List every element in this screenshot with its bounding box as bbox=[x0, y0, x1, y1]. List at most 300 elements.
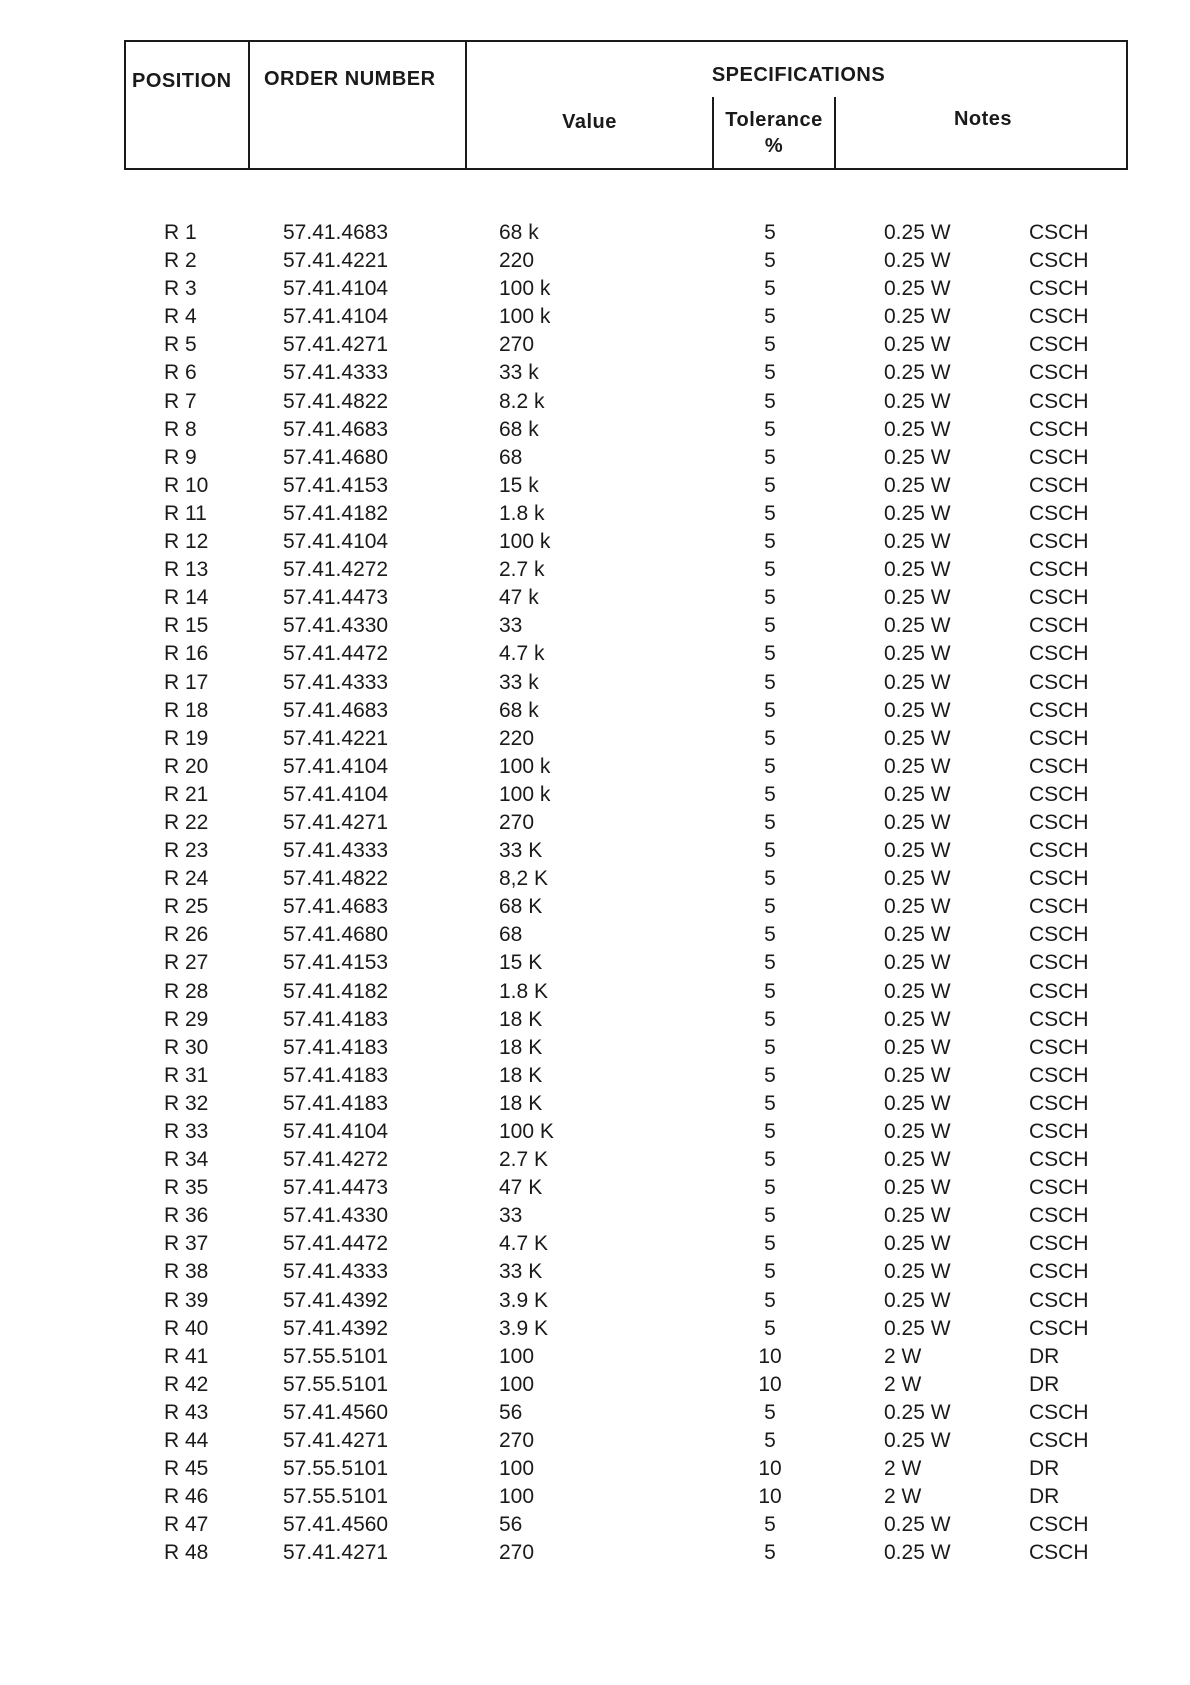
tolerance-cell: 5 bbox=[764, 754, 776, 778]
table-row bbox=[0, 1146, 1190, 1174]
power-rating-cell: 0.25 W bbox=[884, 1120, 951, 1143]
table-row bbox=[0, 528, 1190, 556]
note-cell: CSCH bbox=[1029, 249, 1089, 273]
header-divider-order bbox=[465, 42, 467, 168]
position-cell: R 23 bbox=[164, 839, 209, 863]
order-number-cell: 57.41.4104 bbox=[283, 305, 389, 329]
table-row bbox=[0, 275, 1190, 303]
order-number-cell: 57.55.5101 bbox=[283, 1485, 389, 1509]
tolerance-cell: 5 bbox=[764, 305, 776, 329]
position-cell: R 1 bbox=[164, 221, 197, 244]
order-number-cell: 57.41.4183 bbox=[283, 1007, 389, 1031]
tolerance-cell: 5 bbox=[764, 473, 776, 497]
header-tolerance-unit: % bbox=[764, 135, 784, 157]
note-cell: CSCH bbox=[1029, 333, 1089, 357]
position-cell: R 12 bbox=[164, 530, 209, 554]
table-row bbox=[0, 949, 1190, 977]
order-number-cell: 57.41.4104 bbox=[283, 530, 389, 554]
position-cell: R 32 bbox=[164, 1091, 209, 1115]
order-number-cell: 57.41.4473 bbox=[283, 586, 389, 610]
header-divider-position bbox=[248, 42, 250, 168]
value-cell: 18 K bbox=[499, 1007, 543, 1031]
note-cell: CSCH bbox=[1029, 726, 1089, 750]
table-row bbox=[0, 640, 1190, 668]
tolerance-cell: 5 bbox=[764, 642, 776, 666]
order-number-cell: 57.41.4271 bbox=[283, 1429, 389, 1453]
power-rating-cell: 0.25 W bbox=[884, 810, 951, 834]
order-number-cell: 57.41.4221 bbox=[283, 726, 389, 750]
order-number-cell: 57.55.5101 bbox=[283, 1457, 389, 1481]
note-cell: CSCH bbox=[1029, 782, 1089, 806]
note-cell: CSCH bbox=[1029, 810, 1089, 834]
tolerance-cell: 5 bbox=[764, 558, 776, 582]
header-value: Value bbox=[562, 111, 617, 133]
tolerance-cell: 5 bbox=[764, 389, 776, 413]
order-number-cell: 57.41.4104 bbox=[283, 1120, 389, 1143]
power-rating-cell: 2 W bbox=[884, 1372, 922, 1396]
order-number-cell: 57.41.4104 bbox=[283, 277, 389, 301]
note-cell: CSCH bbox=[1029, 221, 1089, 244]
order-number-cell: 57.41.4183 bbox=[283, 1063, 389, 1087]
power-rating-cell: 0.25 W bbox=[884, 1204, 951, 1228]
table-row bbox=[0, 500, 1190, 528]
tolerance-cell: 10 bbox=[758, 1485, 782, 1509]
position-cell: R 37 bbox=[164, 1232, 209, 1256]
tolerance-cell: 10 bbox=[758, 1457, 782, 1481]
position-cell: R 48 bbox=[164, 1541, 209, 1565]
position-cell: R 39 bbox=[164, 1288, 209, 1312]
power-rating-cell: 0.25 W bbox=[884, 558, 951, 582]
order-number-cell: 57.55.5101 bbox=[283, 1372, 389, 1396]
table-row bbox=[0, 584, 1190, 612]
value-cell: 4.7 K bbox=[499, 1232, 549, 1256]
position-cell: R 7 bbox=[164, 389, 197, 413]
position-cell: R 26 bbox=[164, 923, 209, 947]
table-row bbox=[0, 1371, 1190, 1399]
tolerance-cell: 5 bbox=[764, 810, 776, 834]
value-cell: 1.8 K bbox=[499, 979, 549, 1003]
header-order-number: ORDER NUMBER bbox=[264, 68, 436, 90]
position-cell: R 43 bbox=[164, 1400, 209, 1424]
power-rating-cell: 0.25 W bbox=[884, 1035, 951, 1059]
power-rating-cell: 0.25 W bbox=[884, 333, 951, 357]
note-cell: CSCH bbox=[1029, 839, 1089, 863]
order-number-cell: 57.41.4330 bbox=[283, 614, 389, 638]
tolerance-cell: 5 bbox=[764, 1232, 776, 1256]
value-cell: 270 bbox=[499, 1429, 535, 1453]
value-cell: 100 bbox=[499, 1344, 535, 1368]
tolerance-cell: 10 bbox=[758, 1372, 782, 1396]
power-rating-cell: 0.25 W bbox=[884, 1148, 951, 1172]
power-rating-cell: 0.25 W bbox=[884, 782, 951, 806]
note-cell: CSCH bbox=[1029, 501, 1089, 525]
note-cell: CSCH bbox=[1029, 698, 1089, 722]
note-cell: CSCH bbox=[1029, 642, 1089, 666]
power-rating-cell: 0.25 W bbox=[884, 1260, 951, 1284]
power-rating-cell: 0.25 W bbox=[884, 1007, 951, 1031]
power-rating-cell: 0.25 W bbox=[884, 1288, 951, 1312]
tolerance-cell: 5 bbox=[764, 1063, 776, 1087]
order-number-cell: 57.55.5101 bbox=[283, 1344, 389, 1368]
note-cell: CSCH bbox=[1029, 867, 1089, 891]
tolerance-cell: 5 bbox=[764, 1204, 776, 1228]
power-rating-cell: 0.25 W bbox=[884, 1063, 951, 1087]
tolerance-cell: 5 bbox=[764, 670, 776, 694]
note-cell: CSCH bbox=[1029, 895, 1089, 919]
tolerance-cell: 5 bbox=[764, 726, 776, 750]
tolerance-cell: 5 bbox=[764, 445, 776, 469]
note-cell: CSCH bbox=[1029, 558, 1089, 582]
note-cell: CSCH bbox=[1029, 361, 1089, 385]
position-cell: R 6 bbox=[164, 361, 197, 385]
order-number-cell: 57.41.4560 bbox=[283, 1513, 389, 1537]
power-rating-cell: 0.25 W bbox=[884, 670, 951, 694]
note-cell: CSCH bbox=[1029, 530, 1089, 554]
table-row bbox=[0, 1539, 1190, 1567]
note-cell: CSCH bbox=[1029, 1204, 1089, 1228]
power-rating-cell: 0.25 W bbox=[884, 642, 951, 666]
value-cell: 33 K bbox=[499, 839, 543, 863]
power-rating-cell: 0.25 W bbox=[884, 1429, 951, 1453]
order-number-cell: 57.41.4472 bbox=[283, 1232, 389, 1256]
note-cell: CSCH bbox=[1029, 1063, 1089, 1087]
power-rating-cell: 0.25 W bbox=[884, 501, 951, 525]
table-row bbox=[0, 1230, 1190, 1258]
note-cell: CSCH bbox=[1029, 670, 1089, 694]
note-cell: CSCH bbox=[1029, 277, 1089, 301]
note-cell: CSCH bbox=[1029, 1120, 1089, 1143]
table-row bbox=[0, 359, 1190, 387]
value-cell: 8.2 k bbox=[499, 389, 545, 413]
table-row bbox=[0, 1315, 1190, 1343]
tolerance-cell: 5 bbox=[764, 1541, 776, 1565]
value-cell: 270 bbox=[499, 1541, 535, 1565]
position-cell: R 35 bbox=[164, 1176, 209, 1200]
position-cell: R 10 bbox=[164, 473, 209, 497]
order-number-cell: 57.41.4683 bbox=[283, 221, 389, 244]
position-cell: R 27 bbox=[164, 951, 209, 975]
table-header bbox=[124, 40, 1128, 170]
order-number-cell: 57.41.4473 bbox=[283, 1176, 389, 1200]
note-cell: DR bbox=[1029, 1485, 1060, 1509]
value-cell: 1.8 k bbox=[499, 501, 545, 525]
note-cell: CSCH bbox=[1029, 1176, 1089, 1200]
note-cell: CSCH bbox=[1029, 614, 1089, 638]
power-rating-cell: 0.25 W bbox=[884, 417, 951, 441]
tolerance-cell: 5 bbox=[764, 277, 776, 301]
tolerance-cell: 5 bbox=[764, 1316, 776, 1340]
power-rating-cell: 0.25 W bbox=[884, 979, 951, 1003]
position-cell: R 41 bbox=[164, 1344, 209, 1368]
table-row bbox=[0, 978, 1190, 1006]
tolerance-cell: 5 bbox=[764, 1429, 776, 1453]
value-cell: 68 K bbox=[499, 895, 543, 919]
value-cell: 18 K bbox=[499, 1035, 543, 1059]
value-cell: 15 k bbox=[499, 473, 539, 497]
position-cell: R 11 bbox=[164, 501, 207, 525]
tolerance-cell: 5 bbox=[764, 417, 776, 441]
position-cell: R 21 bbox=[164, 782, 209, 806]
order-number-cell: 57.41.4183 bbox=[283, 1035, 389, 1059]
power-rating-cell: 0.25 W bbox=[884, 1232, 951, 1256]
order-number-cell: 57.41.4822 bbox=[283, 867, 389, 891]
position-cell: R 31 bbox=[164, 1063, 209, 1087]
table-row bbox=[0, 669, 1190, 697]
table-row bbox=[0, 781, 1190, 809]
value-cell: 33 k bbox=[499, 670, 539, 694]
order-number-cell: 57.41.4333 bbox=[283, 670, 389, 694]
tolerance-cell: 5 bbox=[764, 530, 776, 554]
tolerance-cell: 5 bbox=[764, 249, 776, 273]
value-cell: 220 bbox=[499, 726, 535, 750]
position-cell: R 19 bbox=[164, 726, 209, 750]
tolerance-cell: 5 bbox=[764, 361, 776, 385]
position-cell: R 25 bbox=[164, 895, 209, 919]
value-cell: 47 k bbox=[499, 586, 539, 610]
position-cell: R 15 bbox=[164, 614, 209, 638]
value-cell: 100 bbox=[499, 1372, 535, 1396]
tolerance-cell: 5 bbox=[764, 895, 776, 919]
tolerance-cell: 5 bbox=[764, 221, 776, 244]
tolerance-cell: 5 bbox=[764, 839, 776, 863]
table-row bbox=[0, 1034, 1190, 1062]
table-row bbox=[0, 1287, 1190, 1315]
tolerance-cell: 5 bbox=[764, 501, 776, 525]
position-cell: R 42 bbox=[164, 1372, 209, 1396]
table-row bbox=[0, 1455, 1190, 1483]
tolerance-cell: 5 bbox=[764, 1120, 776, 1143]
power-rating-cell: 2 W bbox=[884, 1344, 922, 1368]
position-cell: R 33 bbox=[164, 1120, 209, 1143]
tolerance-cell: 5 bbox=[764, 614, 776, 638]
note-cell: CSCH bbox=[1029, 1148, 1089, 1172]
position-cell: R 9 bbox=[164, 445, 197, 469]
note-cell: CSCH bbox=[1029, 1007, 1089, 1031]
table-row bbox=[0, 1090, 1190, 1118]
order-number-cell: 57.41.4683 bbox=[283, 698, 389, 722]
note-cell: CSCH bbox=[1029, 445, 1089, 469]
order-number-cell: 57.41.4182 bbox=[283, 501, 389, 525]
note-cell: CSCH bbox=[1029, 979, 1089, 1003]
table-row bbox=[0, 612, 1190, 640]
power-rating-cell: 0.25 W bbox=[884, 586, 951, 610]
note-cell: CSCH bbox=[1029, 305, 1089, 329]
table-row bbox=[0, 921, 1190, 949]
position-cell: R 24 bbox=[164, 867, 209, 891]
tolerance-cell: 5 bbox=[764, 1400, 776, 1424]
position-cell: R 46 bbox=[164, 1485, 209, 1509]
power-rating-cell: 0.25 W bbox=[884, 867, 951, 891]
position-cell: R 36 bbox=[164, 1204, 209, 1228]
note-cell: CSCH bbox=[1029, 1260, 1089, 1284]
value-cell: 100 bbox=[499, 1457, 535, 1481]
value-cell: 68 k bbox=[499, 698, 539, 722]
order-number-cell: 57.41.4560 bbox=[283, 1400, 389, 1424]
value-cell: 47 K bbox=[499, 1176, 543, 1200]
power-rating-cell: 0.25 W bbox=[884, 923, 951, 947]
table-row bbox=[0, 1427, 1190, 1455]
tolerance-cell: 5 bbox=[764, 1148, 776, 1172]
table-row bbox=[0, 697, 1190, 725]
header-position: POSITION bbox=[132, 70, 232, 92]
tolerance-cell: 10 bbox=[758, 1344, 782, 1368]
table-row bbox=[0, 809, 1190, 837]
position-cell: R 14 bbox=[164, 586, 209, 610]
order-number-cell: 57.41.4683 bbox=[283, 895, 389, 919]
tolerance-cell: 5 bbox=[764, 1288, 776, 1312]
value-cell: 100 k bbox=[499, 782, 551, 806]
order-number-cell: 57.41.4182 bbox=[283, 979, 389, 1003]
order-number-cell: 57.41.4333 bbox=[283, 839, 389, 863]
value-cell: 56 bbox=[499, 1400, 523, 1424]
position-cell: R 38 bbox=[164, 1260, 209, 1284]
value-cell: 100 K bbox=[499, 1120, 554, 1143]
position-cell: R 20 bbox=[164, 754, 209, 778]
order-number-cell: 57.41.4680 bbox=[283, 445, 389, 469]
table-row bbox=[0, 247, 1190, 275]
order-number-cell: 57.41.4183 bbox=[283, 1091, 389, 1115]
power-rating-cell: 0.25 W bbox=[884, 614, 951, 638]
tolerance-cell: 5 bbox=[764, 979, 776, 1003]
value-cell: 18 K bbox=[499, 1063, 543, 1087]
value-cell: 2.7 K bbox=[499, 1148, 549, 1172]
value-cell: 68 bbox=[499, 445, 523, 469]
position-cell: R 2 bbox=[164, 249, 197, 273]
power-rating-cell: 0.25 W bbox=[884, 1316, 951, 1340]
tolerance-cell: 5 bbox=[764, 1513, 776, 1537]
table-row bbox=[0, 219, 1190, 247]
position-cell: R 45 bbox=[164, 1457, 209, 1481]
power-rating-cell: 0.25 W bbox=[884, 951, 951, 975]
note-cell: DR bbox=[1029, 1457, 1060, 1481]
position-cell: R 28 bbox=[164, 979, 209, 1003]
power-rating-cell: 0.25 W bbox=[884, 698, 951, 722]
order-number-cell: 57.41.4392 bbox=[283, 1316, 389, 1340]
note-cell: CSCH bbox=[1029, 923, 1089, 947]
note-cell: CSCH bbox=[1029, 1316, 1089, 1340]
value-cell: 56 bbox=[499, 1513, 523, 1537]
table-row bbox=[0, 1202, 1190, 1230]
power-rating-cell: 0.25 W bbox=[884, 1176, 951, 1200]
table-row bbox=[0, 753, 1190, 781]
order-number-cell: 57.41.4680 bbox=[283, 923, 389, 947]
tolerance-cell: 5 bbox=[764, 1091, 776, 1115]
power-rating-cell: 0.25 W bbox=[884, 1541, 951, 1565]
value-cell: 270 bbox=[499, 810, 535, 834]
note-cell: CSCH bbox=[1029, 389, 1089, 413]
note-cell: CSCH bbox=[1029, 417, 1089, 441]
order-number-cell: 57.41.4271 bbox=[283, 810, 389, 834]
position-cell: R 34 bbox=[164, 1148, 209, 1172]
order-number-cell: 57.41.4104 bbox=[283, 754, 389, 778]
tolerance-cell: 5 bbox=[764, 1035, 776, 1059]
note-cell: CSCH bbox=[1029, 1288, 1089, 1312]
table-row bbox=[0, 556, 1190, 584]
power-rating-cell: 0.25 W bbox=[884, 277, 951, 301]
value-cell: 33 bbox=[499, 614, 523, 638]
value-cell: 220 bbox=[499, 249, 535, 273]
note-cell: CSCH bbox=[1029, 1035, 1089, 1059]
table-row bbox=[0, 865, 1190, 893]
value-cell: 3.9 K bbox=[499, 1288, 549, 1312]
table-row bbox=[0, 725, 1190, 753]
value-cell: 8,2 K bbox=[499, 867, 549, 891]
table-row bbox=[0, 472, 1190, 500]
note-cell: CSCH bbox=[1029, 1541, 1089, 1565]
value-cell: 68 bbox=[499, 923, 523, 947]
order-number-cell: 57.41.4472 bbox=[283, 642, 389, 666]
order-number-cell: 57.41.4333 bbox=[283, 1260, 389, 1284]
order-number-cell: 57.41.4333 bbox=[283, 361, 389, 385]
power-rating-cell: 0.25 W bbox=[884, 221, 951, 244]
position-cell: R 8 bbox=[164, 417, 197, 441]
parts-list bbox=[0, 219, 1190, 1568]
value-cell: 33 bbox=[499, 1204, 523, 1228]
value-cell: 100 k bbox=[499, 277, 551, 301]
tolerance-cell: 5 bbox=[764, 923, 776, 947]
order-number-cell: 57.41.4330 bbox=[283, 1204, 389, 1228]
table-row bbox=[0, 1118, 1190, 1146]
position-cell: R 29 bbox=[164, 1007, 209, 1031]
table-row bbox=[0, 1006, 1190, 1034]
value-cell: 33 K bbox=[499, 1260, 543, 1284]
position-cell: R 22 bbox=[164, 810, 209, 834]
table-row bbox=[0, 444, 1190, 472]
order-number-cell: 57.41.4272 bbox=[283, 558, 389, 582]
power-rating-cell: 0.25 W bbox=[884, 1091, 951, 1115]
position-cell: R 4 bbox=[164, 305, 197, 329]
note-cell: CSCH bbox=[1029, 1091, 1089, 1115]
position-cell: R 30 bbox=[164, 1035, 209, 1059]
value-cell: 4.7 k bbox=[499, 642, 545, 666]
order-number-cell: 57.41.4104 bbox=[283, 782, 389, 806]
value-cell: 68 k bbox=[499, 221, 539, 244]
tolerance-cell: 5 bbox=[764, 698, 776, 722]
note-cell: CSCH bbox=[1029, 754, 1089, 778]
tolerance-cell: 5 bbox=[764, 1007, 776, 1031]
power-rating-cell: 0.25 W bbox=[884, 530, 951, 554]
position-cell: R 44 bbox=[164, 1429, 209, 1453]
value-cell: 270 bbox=[499, 333, 535, 357]
power-rating-cell: 0.25 W bbox=[884, 1513, 951, 1537]
position-cell: R 17 bbox=[164, 670, 209, 694]
value-cell: 100 k bbox=[499, 530, 551, 554]
table-row bbox=[0, 837, 1190, 865]
power-rating-cell: 0.25 W bbox=[884, 1400, 951, 1424]
table-row bbox=[0, 1062, 1190, 1090]
value-cell: 18 K bbox=[499, 1091, 543, 1115]
power-rating-cell: 2 W bbox=[884, 1457, 922, 1481]
value-cell: 2.7 k bbox=[499, 558, 545, 582]
header-specifications: SPECIFICATIONS bbox=[711, 64, 886, 86]
note-cell: CSCH bbox=[1029, 586, 1089, 610]
power-rating-cell: 0.25 W bbox=[884, 473, 951, 497]
value-cell: 33 k bbox=[499, 361, 539, 385]
power-rating-cell: 0.25 W bbox=[884, 389, 951, 413]
table-row bbox=[0, 1399, 1190, 1427]
value-cell: 68 k bbox=[499, 417, 539, 441]
note-cell: CSCH bbox=[1029, 473, 1089, 497]
order-number-cell: 57.41.4271 bbox=[283, 1541, 389, 1565]
position-cell: R 5 bbox=[164, 333, 197, 357]
note-cell: CSCH bbox=[1029, 1232, 1089, 1256]
value-cell: 100 k bbox=[499, 754, 551, 778]
power-rating-cell: 0.25 W bbox=[884, 726, 951, 750]
value-cell: 3.9 K bbox=[499, 1316, 549, 1340]
power-rating-cell: 0.25 W bbox=[884, 249, 951, 273]
power-rating-cell: 0.25 W bbox=[884, 445, 951, 469]
order-number-cell: 57.41.4153 bbox=[283, 473, 389, 497]
